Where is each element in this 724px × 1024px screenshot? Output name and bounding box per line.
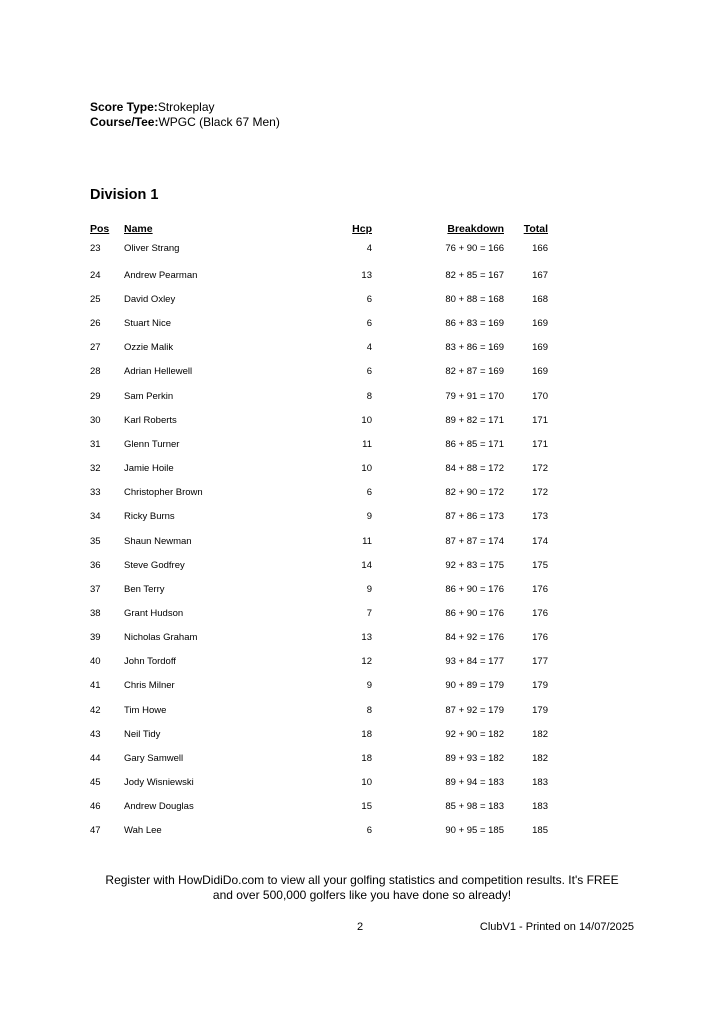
row-total: 167 (532, 270, 548, 281)
row-name: Andrew Douglas (124, 801, 194, 812)
promo-text (62, 873, 662, 903)
table-row (0, 632, 724, 648)
row-total: 177 (532, 656, 548, 667)
row-total: 169 (532, 366, 548, 377)
row-breakdown: 80 + 88 = 168 (445, 294, 504, 305)
promo-line-1: Register with HowDidiDo.com to view all your golfing statistics and competition results. It's FREE (105, 873, 619, 887)
row-total: 183 (532, 777, 548, 788)
row-hcp: 9 (366, 584, 372, 595)
row-pos: 47 (90, 825, 101, 836)
row-name: Gary Samwell (124, 753, 184, 764)
row-hcp: 8 (366, 705, 372, 716)
row-hcp: 14 (361, 560, 372, 571)
row-total: 176 (532, 608, 548, 619)
row-breakdown: 87 + 86 = 173 (445, 511, 504, 522)
row-hcp: 4 (366, 243, 372, 254)
table-row (0, 415, 724, 431)
row-name: Stuart Nice (124, 318, 171, 329)
row-breakdown: 82 + 87 = 169 (445, 366, 504, 377)
row-name: Grant Hudson (124, 608, 184, 619)
row-name: David Oxley (124, 294, 176, 305)
row-total: 170 (532, 391, 548, 402)
table-row (0, 366, 724, 382)
row-hcp: 4 (366, 342, 372, 353)
row-hcp: 9 (366, 680, 372, 691)
row-hcp: 6 (366, 294, 372, 305)
table-row (0, 680, 724, 696)
row-name: Sam Perkin (124, 391, 174, 402)
row-total: 185 (532, 825, 548, 836)
row-total: 174 (532, 536, 548, 547)
row-breakdown: 84 + 92 = 176 (445, 632, 504, 643)
row-pos: 40 (90, 656, 101, 667)
row-breakdown: 79 + 91 = 170 (445, 391, 504, 402)
table-row (0, 243, 724, 259)
row-name: Oliver Strang (124, 243, 180, 254)
row-breakdown: 89 + 93 = 182 (445, 753, 504, 764)
row-total: 171 (532, 415, 548, 426)
row-pos: 34 (90, 511, 101, 522)
table-row (0, 753, 724, 769)
row-total: 168 (532, 294, 548, 305)
row-hcp: 10 (361, 777, 372, 788)
row-pos: 23 (90, 243, 101, 254)
row-total: 182 (532, 729, 548, 740)
row-hcp: 11 (362, 536, 372, 547)
row-name: Neil Tidy (124, 729, 161, 740)
row-pos: 27 (90, 342, 101, 353)
row-hcp: 13 (361, 632, 372, 643)
row-total: 179 (532, 705, 548, 716)
table-row (0, 294, 724, 310)
table-row (0, 705, 724, 721)
row-breakdown: 86 + 85 = 171 (445, 439, 504, 450)
row-total: 166 (532, 243, 548, 254)
row-hcp: 18 (361, 729, 372, 740)
row-total: 176 (532, 584, 548, 595)
table-row (0, 391, 724, 407)
row-total: 169 (532, 342, 548, 353)
row-name: Karl Roberts (124, 415, 177, 426)
row-breakdown: 89 + 94 = 183 (445, 777, 504, 788)
row-pos: 25 (90, 294, 101, 305)
row-breakdown: 92 + 83 = 175 (445, 560, 504, 571)
row-name: Glenn Turner (124, 439, 180, 450)
row-hcp: 6 (366, 487, 372, 498)
row-name: Ben Terry (124, 584, 165, 595)
row-total: 171 (532, 439, 548, 450)
row-breakdown: 92 + 90 = 182 (445, 729, 504, 740)
table-row (0, 318, 724, 334)
row-name: Chris Milner (124, 680, 175, 691)
row-pos: 37 (90, 584, 101, 595)
row-breakdown: 90 + 95 = 185 (445, 825, 504, 836)
row-total: 172 (532, 487, 548, 498)
row-total: 182 (532, 753, 548, 764)
row-breakdown: 84 + 88 = 172 (445, 463, 504, 474)
table-row (0, 536, 724, 552)
row-hcp: 12 (361, 656, 372, 667)
row-name: Shaun Newman (124, 536, 192, 547)
row-breakdown: 93 + 84 = 177 (445, 656, 504, 667)
row-name: Steve Godfrey (124, 560, 185, 571)
row-breakdown: 76 + 90 = 166 (445, 243, 504, 254)
row-name: John Tordoff (124, 656, 176, 667)
row-breakdown: 87 + 92 = 179 (445, 705, 504, 716)
report-meta (90, 100, 280, 130)
row-name: Ricky Burns (124, 511, 175, 522)
row-total: 173 (532, 511, 548, 522)
row-name: Christopher Brown (124, 487, 203, 498)
row-breakdown: 89 + 82 = 171 (445, 415, 504, 426)
table-row (0, 801, 724, 817)
row-pos: 32 (90, 463, 101, 474)
row-pos: 35 (90, 536, 101, 547)
course-tee-value: WPGC (Black 67 Men) (158, 115, 280, 129)
row-pos: 46 (90, 801, 101, 812)
row-hcp: 8 (366, 391, 372, 402)
table-row (0, 342, 724, 358)
column-header-hcp: Hcp (352, 223, 372, 235)
row-name: Jody Wisniewski (124, 777, 194, 788)
row-name: Adrian Hellewell (124, 366, 193, 377)
row-breakdown: 90 + 89 = 179 (445, 680, 504, 691)
row-pos: 28 (90, 366, 101, 377)
row-hcp: 15 (361, 801, 372, 812)
promo-line-2: and over 500,000 golfers like you have done so already! (212, 888, 512, 902)
row-pos: 44 (90, 753, 101, 764)
row-breakdown: 82 + 85 = 167 (445, 270, 504, 281)
table-row (0, 608, 724, 624)
row-pos: 30 (90, 415, 101, 426)
row-hcp: 9 (366, 511, 372, 522)
row-pos: 38 (90, 608, 101, 619)
row-hcp: 10 (361, 415, 372, 426)
row-breakdown: 82 + 90 = 172 (445, 487, 504, 498)
row-hcp: 10 (361, 463, 372, 474)
table-row (0, 825, 724, 841)
row-breakdown: 85 + 98 = 183 (445, 801, 504, 812)
row-name: Andrew Pearman (124, 270, 198, 281)
row-total: 172 (532, 463, 548, 474)
row-name: Nicholas Graham (124, 632, 198, 643)
table-row (0, 439, 724, 455)
course-tee-line (90, 115, 280, 130)
course-tee-label: Course/Tee: (90, 115, 159, 129)
row-pos: 39 (90, 632, 101, 643)
row-pos: 26 (90, 318, 101, 329)
row-total: 175 (532, 560, 548, 571)
table-row (0, 463, 724, 479)
column-header-name: Name (124, 223, 153, 235)
score-type-value: Strokeplay (157, 100, 215, 114)
score-type-label: Score Type: (90, 100, 158, 114)
row-total: 169 (532, 318, 548, 329)
row-pos: 29 (90, 391, 101, 402)
score-type-line (90, 100, 280, 115)
row-name: Tim Howe (124, 705, 167, 716)
row-breakdown: 83 + 86 = 169 (445, 342, 504, 353)
row-pos: 45 (90, 777, 101, 788)
row-hcp: 11 (362, 439, 372, 450)
row-pos: 24 (90, 270, 101, 281)
column-header-breakdown: Breakdown (447, 223, 504, 235)
table-row (0, 270, 724, 286)
row-pos: 31 (90, 439, 101, 450)
row-breakdown: 86 + 90 = 176 (445, 608, 504, 619)
row-total: 183 (532, 801, 548, 812)
row-pos: 43 (90, 729, 101, 740)
row-hcp: 18 (361, 753, 372, 764)
row-total: 179 (532, 680, 548, 691)
row-pos: 41 (90, 680, 101, 691)
row-hcp: 13 (361, 270, 372, 281)
table-row (0, 487, 724, 503)
table-row (0, 511, 724, 527)
row-hcp: 7 (366, 608, 372, 619)
row-breakdown: 86 + 83 = 169 (445, 318, 504, 329)
row-hcp: 6 (366, 318, 372, 329)
row-name: Wah Lee (124, 825, 162, 836)
row-hcp: 6 (366, 825, 372, 836)
row-name: Ozzie Malik (124, 342, 174, 353)
row-total: 176 (532, 632, 548, 643)
page-number: 2 (357, 921, 364, 933)
column-header-pos: Pos (90, 223, 110, 235)
row-pos: 42 (90, 705, 101, 716)
table-row (0, 584, 724, 600)
row-hcp: 6 (366, 366, 372, 377)
column-header-total: Total (523, 223, 548, 235)
row-breakdown: 87 + 87 = 174 (445, 536, 504, 547)
row-pos: 36 (90, 560, 101, 571)
row-pos: 33 (90, 487, 101, 498)
table-row (0, 729, 724, 745)
table-row (0, 777, 724, 793)
table-row (0, 560, 724, 576)
division-title: Division 1 (90, 187, 159, 203)
row-breakdown: 86 + 90 = 176 (445, 584, 504, 595)
table-row (0, 656, 724, 672)
printed-info: ClubV1 - Printed on 14/07/2025 (479, 921, 634, 933)
row-name: Jamie Hoile (124, 463, 174, 474)
